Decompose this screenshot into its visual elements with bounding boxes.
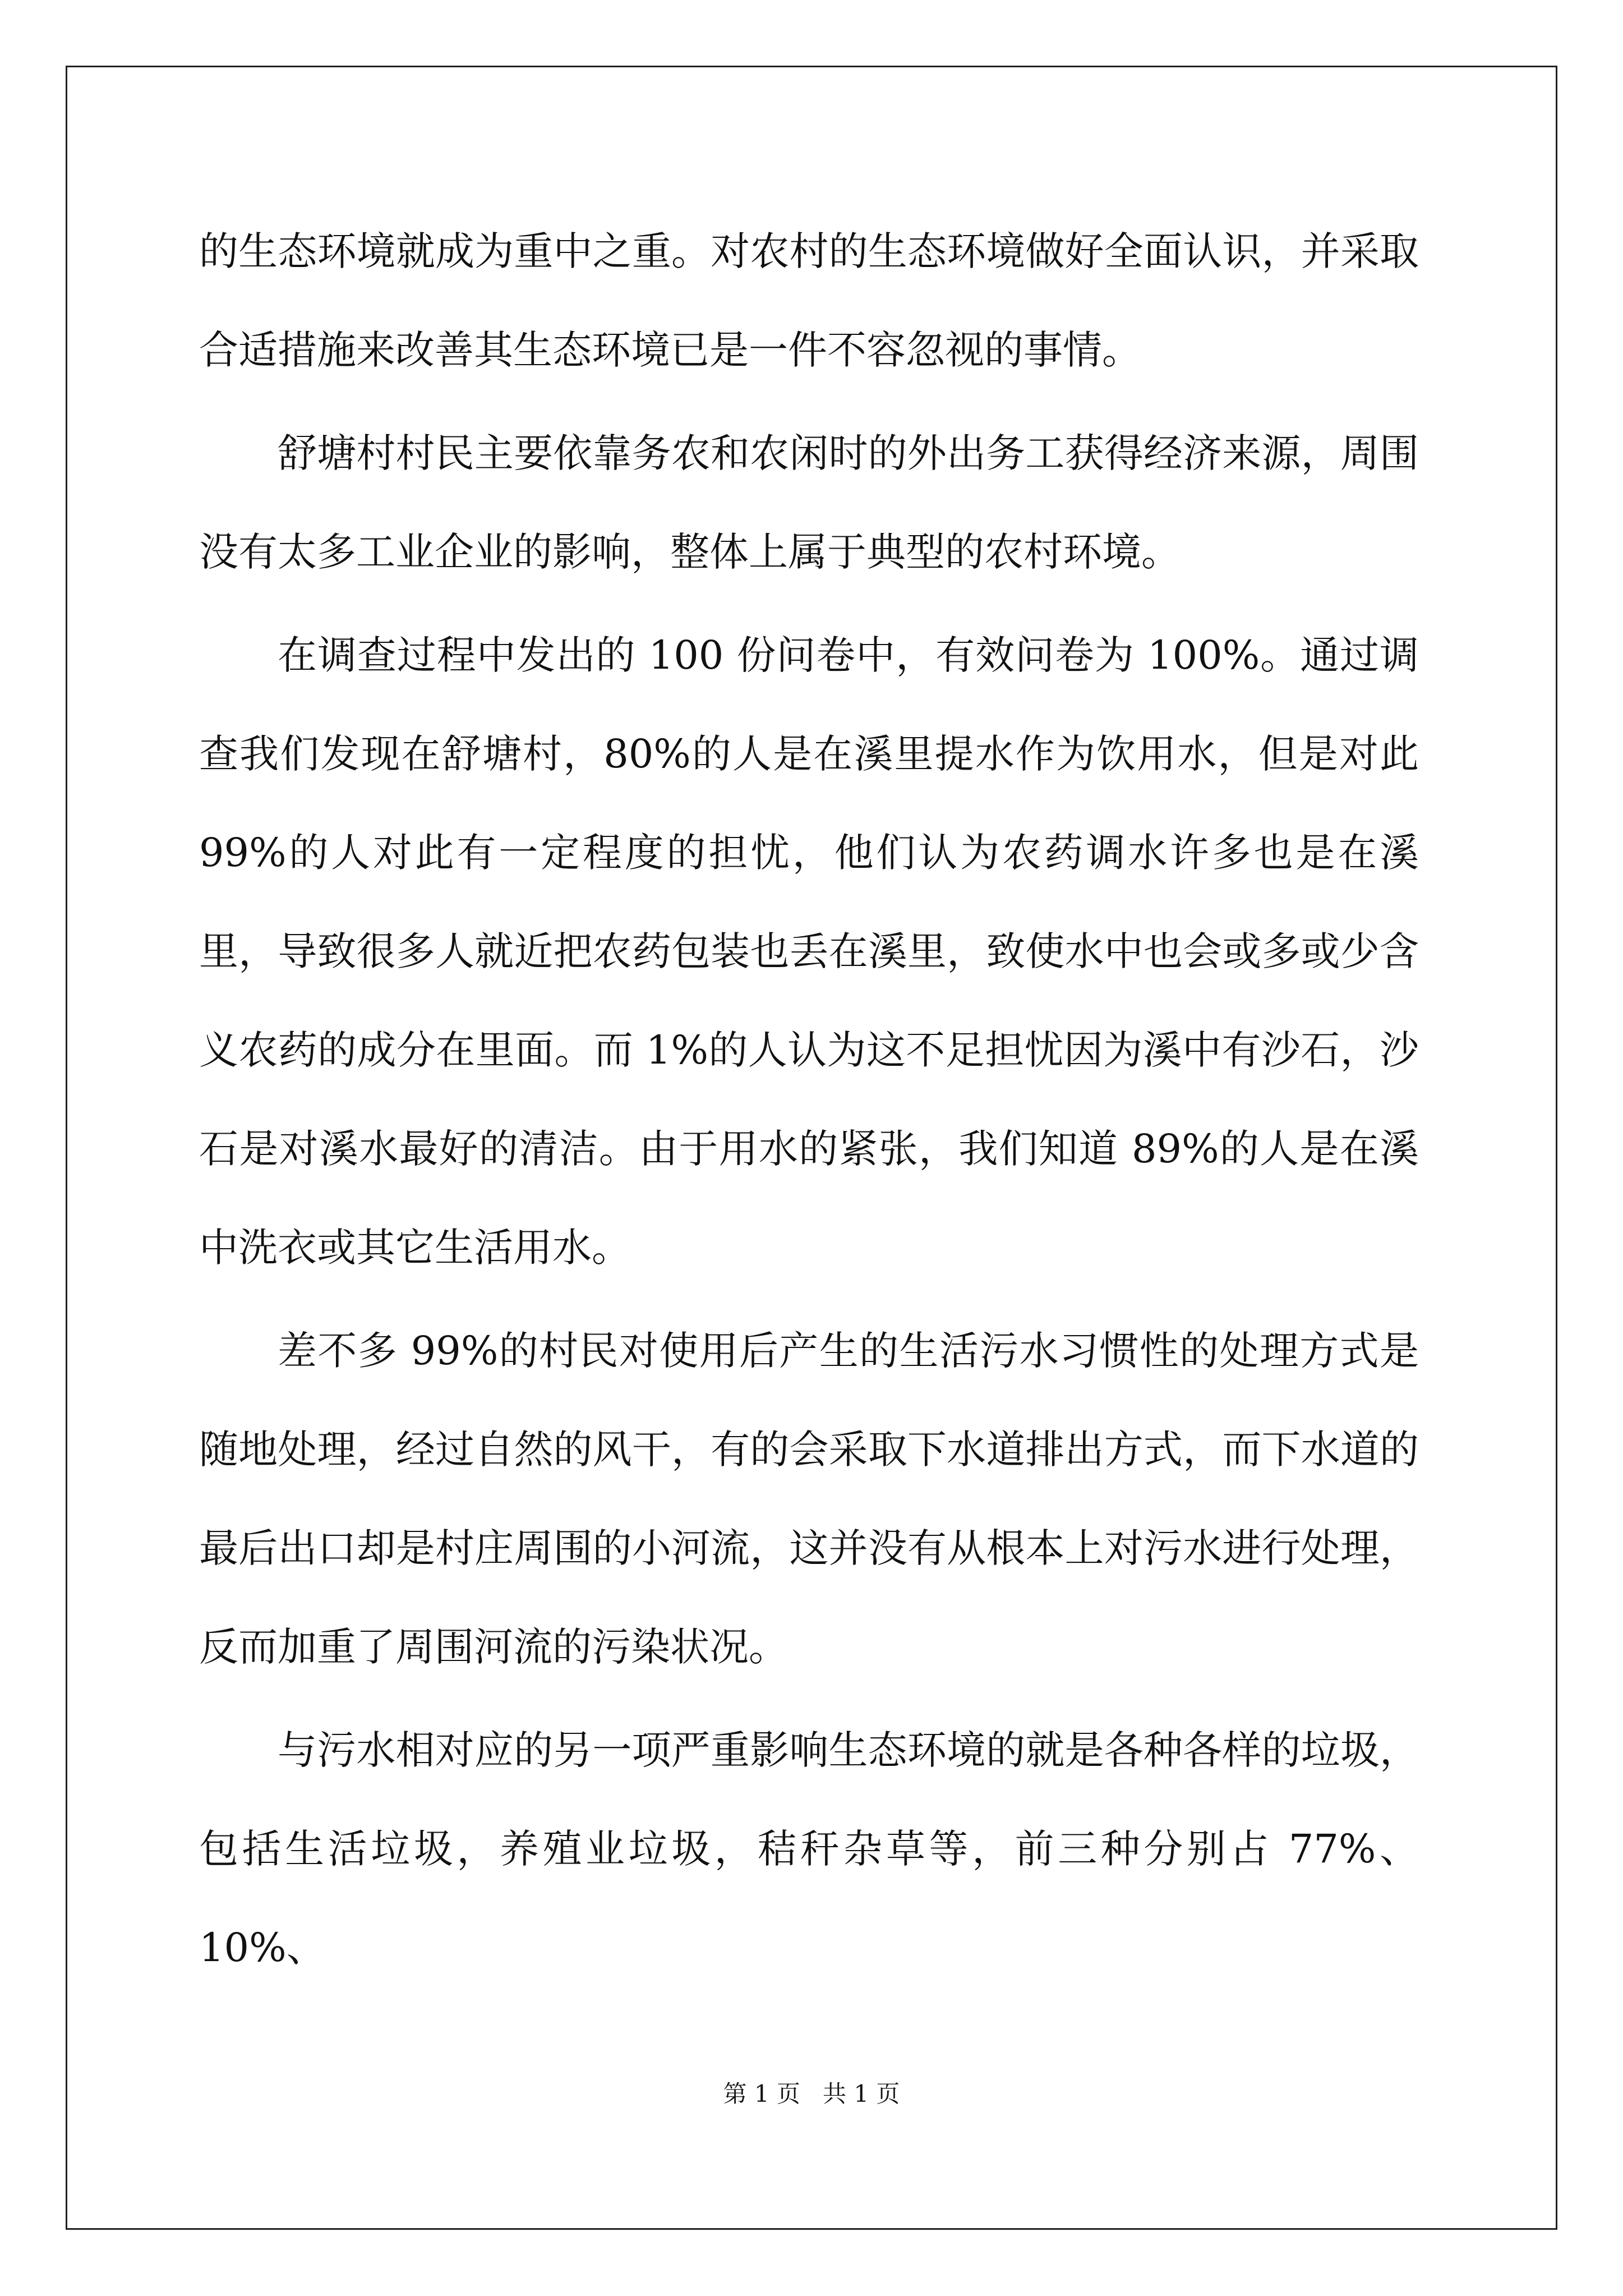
paragraph: 与污水相对应的另一项严重影响生态环境的就是各种各样的垃圾，包括生活垃圾，养殖业垃圾，秸秆杂草等，前三种分别占 77%、10%、 <box>199 1727 1419 1971</box>
paragraph: 差不多 99%的村民对使用后产生的生活污水习惯性的处理方式是随地处理，经过自然的风干，有的会采取下水道排出方式，而下水道的最后出口却是村庄周围的小河流，这并没有从根本上对污水进行处理，反而加重了周围河流的污染状况。 <box>199 1328 1419 1670</box>
paragraph: 在调查过程中发出的 100 份问卷中，有效问卷为 100%。通过调查我们发现在舒塘村，80%的人是在溪里提水作为饮用水，但是对此 99%的人对此有一定程度的担忧，他们认为农药调水许多也是在溪里，导致很多人就近把农药包装也丢在溪里，致使水中也会或多或少含义农药的成分在里面。而 1%的人认为这不足担忧因为溪中有沙石，沙石是对溪水最好的清洁。由于用水的紧张，我们知道 89%的人是在溪中洗衣或其它生活用水。 <box>199 632 1419 1271</box>
document-body <box>199 202 1419 1997</box>
page-footer <box>0 2076 1623 2109</box>
paragraph: 的生态环境就成为重中之重。对农村的生态环境做好全面认识，并采取合适措施来改善其生态环境已是一件不容忽视的事情。 <box>199 228 1419 373</box>
paragraph: 舒塘村村民主要依靠务农和农闲时的外出务工获得经济来源，周围没有太多工业企业的影响，整体上属于典型的农村环境。 <box>199 430 1419 575</box>
page-number: 第 1 页 <box>723 2080 800 2108</box>
page-total: 共 1 页 <box>823 2080 900 2108</box>
